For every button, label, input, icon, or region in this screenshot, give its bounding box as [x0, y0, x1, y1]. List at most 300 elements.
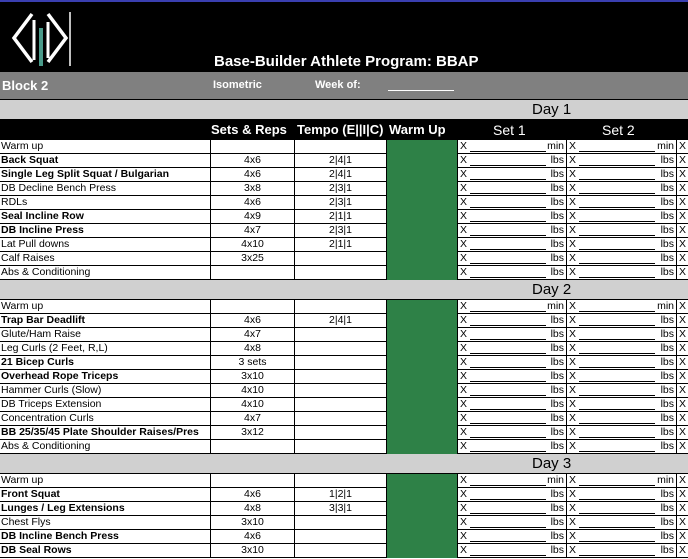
- exercise-name: DB Incline Bench Press: [1, 530, 119, 542]
- set-3-entry[interactable]: [676, 182, 688, 196]
- weight-input-line[interactable]: [470, 151, 546, 152]
- set-1-entry[interactable]: [457, 314, 566, 328]
- weight-input-line[interactable]: [579, 325, 655, 326]
- set-1-entry[interactable]: [457, 356, 566, 370]
- unit-label: min: [547, 300, 564, 312]
- x-marker: X: [569, 210, 577, 222]
- set-2-entry[interactable]: [566, 488, 676, 502]
- weight-input-line[interactable]: [470, 165, 546, 166]
- set-1-entry[interactable]: [457, 384, 566, 398]
- unit-label: lbs: [550, 252, 564, 264]
- x-marker: X: [679, 440, 687, 452]
- x-marker: X: [569, 384, 577, 396]
- tempo-value: [294, 398, 386, 412]
- warm-up-cell[interactable]: [386, 140, 457, 154]
- sets-reps-value: 3x10: [210, 370, 294, 384]
- x-marker: X: [569, 300, 577, 312]
- warm-up-cell[interactable]: [386, 502, 457, 516]
- x-marker: X: [460, 182, 468, 194]
- set-2-entry[interactable]: [566, 196, 676, 210]
- col-sets-reps: Sets & Reps: [211, 122, 287, 137]
- day-header-3: [0, 454, 688, 474]
- block-bar: [0, 72, 688, 100]
- set-3-entry[interactable]: [676, 266, 688, 280]
- set-2-entry[interactable]: [566, 210, 676, 224]
- warm-up-cell[interactable]: [386, 440, 457, 454]
- weight-input-line[interactable]: [470, 409, 546, 410]
- set-2-entry[interactable]: [566, 440, 676, 454]
- set-1-entry[interactable]: [457, 502, 566, 516]
- warm-up-cell[interactable]: [386, 398, 457, 412]
- set-3-entry[interactable]: [676, 224, 688, 238]
- tempo-value: [294, 266, 386, 280]
- unit-label: lbs: [550, 224, 564, 236]
- set-2-entry[interactable]: [566, 300, 676, 314]
- tempo-value: [294, 426, 386, 440]
- x-marker: X: [679, 530, 687, 542]
- x-marker: X: [460, 440, 468, 452]
- set-2-entry[interactable]: [566, 530, 676, 544]
- x-marker: X: [460, 328, 468, 340]
- unit-label: lbs: [660, 370, 674, 382]
- weight-input-line[interactable]: [470, 235, 546, 236]
- exercise-name: Warm up: [1, 300, 44, 312]
- weight-input-line[interactable]: [579, 193, 655, 194]
- set-1-entry[interactable]: [457, 300, 566, 314]
- weight-input-line[interactable]: [470, 207, 546, 208]
- set-2-entry[interactable]: [566, 238, 676, 252]
- x-marker: X: [679, 266, 687, 278]
- weight-input-line[interactable]: [579, 381, 655, 382]
- weight-input-line[interactable]: [579, 207, 655, 208]
- exercise-row: [0, 502, 688, 516]
- tempo-value: [294, 412, 386, 426]
- x-marker: X: [569, 474, 577, 486]
- warm-up-cell[interactable]: [386, 356, 457, 370]
- weight-input-line[interactable]: [579, 409, 655, 410]
- unit-label: lbs: [660, 502, 674, 514]
- set-1-entry[interactable]: [457, 370, 566, 384]
- warm-up-cell[interactable]: [386, 426, 457, 440]
- unit-label: lbs: [550, 182, 564, 194]
- col-warm-up: Warm Up: [389, 122, 446, 137]
- x-marker: X: [679, 300, 687, 312]
- set-3-entry[interactable]: [676, 398, 688, 412]
- set-3-entry[interactable]: [676, 238, 688, 252]
- tempo-value: [294, 516, 386, 530]
- set-1-entry[interactable]: [457, 544, 566, 558]
- unit-label: lbs: [660, 224, 674, 236]
- unit-label: min: [547, 140, 564, 152]
- exercise-row: [0, 300, 688, 314]
- weight-input-line[interactable]: [579, 179, 655, 180]
- set-3-entry[interactable]: [676, 474, 688, 488]
- tempo-value: [294, 300, 386, 314]
- warm-up-cell[interactable]: [386, 196, 457, 210]
- warm-up-cell[interactable]: [386, 154, 457, 168]
- warm-up-cell[interactable]: [386, 412, 457, 426]
- unit-label: lbs: [550, 530, 564, 542]
- exercise-row: [0, 370, 688, 384]
- warm-up-cell[interactable]: [386, 530, 457, 544]
- weight-input-line[interactable]: [579, 437, 655, 438]
- exercise-name: Overhead Rope Triceps: [1, 370, 119, 382]
- set-3-entry[interactable]: [676, 300, 688, 314]
- unit-label: lbs: [550, 342, 564, 354]
- unit-label: lbs: [660, 266, 674, 278]
- set-1-entry[interactable]: [457, 168, 566, 182]
- weight-input-line[interactable]: [470, 555, 546, 556]
- set-1-entry[interactable]: [457, 154, 566, 168]
- x-marker: X: [679, 502, 687, 514]
- x-marker: X: [569, 252, 577, 264]
- warm-up-cell[interactable]: [386, 516, 457, 530]
- warm-up-cell[interactable]: [386, 252, 457, 266]
- exercise-row: [0, 342, 688, 356]
- x-marker: X: [569, 426, 577, 438]
- exercise-name: Leg Curls (2 Feet, R,L): [1, 342, 108, 354]
- weight-input-line[interactable]: [470, 499, 546, 500]
- set-2-entry[interactable]: [566, 426, 676, 440]
- x-marker: X: [679, 140, 687, 152]
- set-3-entry[interactable]: [676, 328, 688, 342]
- set-2-entry[interactable]: [566, 502, 676, 516]
- set-1-entry[interactable]: [457, 182, 566, 196]
- unit-label: min: [657, 300, 674, 312]
- x-marker: X: [460, 370, 468, 382]
- week-of-input[interactable]: [388, 90, 454, 91]
- unit-label: lbs: [550, 398, 564, 410]
- weight-input-line[interactable]: [470, 451, 546, 452]
- weight-input-line[interactable]: [470, 423, 546, 424]
- weight-input-line[interactable]: [579, 423, 655, 424]
- x-marker: X: [460, 398, 468, 410]
- set-1-entry[interactable]: [457, 252, 566, 266]
- weight-input-line[interactable]: [579, 555, 655, 556]
- set-2-entry[interactable]: [566, 154, 676, 168]
- program-header: [0, 2, 688, 72]
- set-1-entry[interactable]: [457, 530, 566, 544]
- set-3-entry[interactable]: [676, 140, 688, 154]
- tempo-value: [294, 474, 386, 488]
- set-3-entry[interactable]: [676, 168, 688, 182]
- exercise-row: [0, 544, 688, 558]
- weight-input-line[interactable]: [579, 339, 655, 340]
- exercise-name: 21 Bicep Curls: [1, 356, 74, 368]
- unit-label: lbs: [550, 412, 564, 424]
- x-marker: X: [460, 516, 468, 528]
- set-3-entry[interactable]: [676, 314, 688, 328]
- warm-up-cell[interactable]: [386, 224, 457, 238]
- warm-up-cell[interactable]: [386, 488, 457, 502]
- warm-up-cell[interactable]: [386, 474, 457, 488]
- exercise-name: Warm up: [1, 140, 44, 152]
- set-3-entry[interactable]: [676, 154, 688, 168]
- unit-label: lbs: [660, 544, 674, 556]
- weight-input-line[interactable]: [470, 541, 546, 542]
- weight-input-line[interactable]: [579, 249, 655, 250]
- set-2-entry[interactable]: [566, 182, 676, 196]
- x-marker: X: [569, 328, 577, 340]
- col-set-2: Set 2: [602, 122, 635, 138]
- exercise-row: [0, 224, 688, 238]
- x-marker: X: [569, 342, 577, 354]
- unit-label: lbs: [660, 210, 674, 222]
- set-3-entry[interactable]: [676, 370, 688, 384]
- warm-up-cell[interactable]: [386, 328, 457, 342]
- weight-input-line[interactable]: [579, 513, 655, 514]
- x-marker: X: [679, 488, 687, 500]
- day-header-2: [0, 280, 688, 300]
- x-marker: X: [460, 544, 468, 556]
- set-1-entry[interactable]: [457, 398, 566, 412]
- unit-label: lbs: [660, 488, 674, 500]
- sets-reps-value: 3x10: [210, 544, 294, 558]
- x-marker: X: [460, 266, 468, 278]
- set-1-entry[interactable]: [457, 238, 566, 252]
- set-1-entry[interactable]: [457, 426, 566, 440]
- day-label: Day 1: [532, 101, 572, 118]
- exercise-row: [0, 440, 688, 454]
- set-2-entry[interactable]: [566, 370, 676, 384]
- weight-input-line[interactable]: [470, 395, 546, 396]
- unit-label: lbs: [550, 266, 564, 278]
- warm-up-cell[interactable]: [386, 314, 457, 328]
- set-3-entry[interactable]: [676, 384, 688, 398]
- unit-label: lbs: [660, 168, 674, 180]
- weight-input-line[interactable]: [470, 277, 546, 278]
- x-marker: X: [679, 370, 687, 382]
- weight-input-line[interactable]: [579, 263, 655, 264]
- set-2-entry[interactable]: [566, 384, 676, 398]
- weight-input-line[interactable]: [579, 277, 655, 278]
- set-2-entry[interactable]: [566, 266, 676, 280]
- unit-label: min: [547, 474, 564, 486]
- set-1-entry[interactable]: [457, 488, 566, 502]
- x-marker: X: [679, 238, 687, 250]
- set-3-entry[interactable]: [676, 342, 688, 356]
- x-marker: X: [569, 314, 577, 326]
- warm-up-cell[interactable]: [386, 300, 457, 314]
- weight-input-line[interactable]: [470, 527, 546, 528]
- set-1-entry[interactable]: [457, 474, 566, 488]
- set-3-entry[interactable]: [676, 426, 688, 440]
- sets-reps-value: 4x6: [210, 168, 294, 182]
- weight-input-line[interactable]: [470, 179, 546, 180]
- x-marker: X: [679, 168, 687, 180]
- warm-up-cell[interactable]: [386, 168, 457, 182]
- sets-reps-value: 4x10: [210, 398, 294, 412]
- sets-reps-value: 4x10: [210, 384, 294, 398]
- weight-input-line[interactable]: [579, 485, 655, 486]
- set-2-entry[interactable]: [566, 398, 676, 412]
- weight-input-line[interactable]: [579, 151, 655, 152]
- weight-input-line[interactable]: [579, 311, 655, 312]
- unit-label: lbs: [550, 488, 564, 500]
- tempo-value: [294, 384, 386, 398]
- set-3-entry[interactable]: [676, 488, 688, 502]
- set-3-entry[interactable]: [676, 412, 688, 426]
- x-marker: X: [460, 196, 468, 208]
- set-2-entry[interactable]: [566, 168, 676, 182]
- exercise-name: RDLs: [1, 196, 28, 208]
- x-marker: X: [569, 370, 577, 382]
- weight-input-line[interactable]: [579, 165, 655, 166]
- x-marker: X: [679, 356, 687, 368]
- warm-up-cell[interactable]: [386, 544, 457, 558]
- page-title: Base-Builder Athlete Program: BBAP: [214, 53, 479, 70]
- weight-input-line[interactable]: [470, 263, 546, 264]
- tempo-value: [294, 544, 386, 558]
- x-marker: X: [460, 314, 468, 326]
- x-marker: X: [569, 440, 577, 452]
- weight-input-line[interactable]: [579, 451, 655, 452]
- x-marker: X: [569, 266, 577, 278]
- weight-input-line[interactable]: [470, 311, 546, 312]
- weight-input-line[interactable]: [470, 437, 546, 438]
- x-marker: X: [569, 196, 577, 208]
- set-1-entry[interactable]: [457, 412, 566, 426]
- unit-label: lbs: [550, 384, 564, 396]
- exercise-name: Back Squat: [1, 154, 59, 166]
- set-2-entry[interactable]: [566, 252, 676, 266]
- weight-input-line[interactable]: [579, 395, 655, 396]
- sets-reps-value: [210, 300, 294, 314]
- set-3-entry[interactable]: [676, 210, 688, 224]
- weight-input-line[interactable]: [470, 513, 546, 514]
- sets-reps-value: 4x7: [210, 224, 294, 238]
- weight-input-line[interactable]: [470, 249, 546, 250]
- exercise-row: [0, 266, 688, 280]
- set-3-entry[interactable]: [676, 440, 688, 454]
- weight-input-line[interactable]: [470, 193, 546, 194]
- sets-reps-value: 3x8: [210, 182, 294, 196]
- set-2-entry[interactable]: [566, 516, 676, 530]
- weight-input-line[interactable]: [470, 367, 546, 368]
- unit-label: lbs: [550, 516, 564, 528]
- x-marker: X: [569, 530, 577, 542]
- exercise-row: [0, 488, 688, 502]
- unit-label: lbs: [660, 384, 674, 396]
- x-marker: X: [679, 314, 687, 326]
- x-marker: X: [569, 356, 577, 368]
- set-3-entry[interactable]: [676, 196, 688, 210]
- weight-input-line[interactable]: [470, 485, 546, 486]
- unit-label: lbs: [660, 238, 674, 250]
- exercise-row: [0, 474, 688, 488]
- set-3-entry[interactable]: [676, 356, 688, 370]
- unit-label: min: [657, 474, 674, 486]
- set-2-entry[interactable]: [566, 224, 676, 238]
- set-1-entry[interactable]: [457, 266, 566, 280]
- x-marker: X: [569, 398, 577, 410]
- warm-up-cell[interactable]: [386, 266, 457, 280]
- exercise-name: Seal Incline Row: [1, 210, 84, 222]
- weight-input-line[interactable]: [579, 235, 655, 236]
- set-1-entry[interactable]: [457, 342, 566, 356]
- set-2-entry[interactable]: [566, 356, 676, 370]
- x-marker: X: [460, 238, 468, 250]
- exercise-name: Glute/Ham Raise: [1, 328, 81, 340]
- set-3-entry[interactable]: [676, 502, 688, 516]
- set-2-entry[interactable]: [566, 474, 676, 488]
- weight-input-line[interactable]: [579, 527, 655, 528]
- weight-input-line[interactable]: [579, 541, 655, 542]
- weight-input-line[interactable]: [470, 381, 546, 382]
- tempo-value: 2|1|1: [294, 210, 386, 224]
- warm-up-cell[interactable]: [386, 370, 457, 384]
- warm-up-cell[interactable]: [386, 210, 457, 224]
- weight-input-line[interactable]: [470, 339, 546, 340]
- x-marker: X: [460, 488, 468, 500]
- exercise-name: Lat Pull downs: [1, 238, 70, 250]
- set-3-entry[interactable]: [676, 252, 688, 266]
- set-1-entry[interactable]: [457, 224, 566, 238]
- set-1-entry[interactable]: [457, 440, 566, 454]
- sets-reps-value: 4x8: [210, 342, 294, 356]
- set-1-entry[interactable]: [457, 140, 566, 154]
- weight-input-line[interactable]: [579, 221, 655, 222]
- unit-label: lbs: [550, 370, 564, 382]
- block-type: Isometric: [213, 79, 262, 91]
- warm-up-cell[interactable]: [386, 342, 457, 356]
- set-1-entry[interactable]: [457, 210, 566, 224]
- weight-input-line[interactable]: [579, 367, 655, 368]
- weight-input-line[interactable]: [579, 353, 655, 354]
- set-3-entry[interactable]: [676, 516, 688, 530]
- set-3-entry[interactable]: [676, 530, 688, 544]
- weight-input-line[interactable]: [470, 325, 546, 326]
- unit-label: lbs: [550, 328, 564, 340]
- set-1-entry[interactable]: [457, 196, 566, 210]
- tempo-value: 2|3|1: [294, 224, 386, 238]
- x-marker: X: [460, 168, 468, 180]
- x-marker: X: [679, 210, 687, 222]
- set-2-entry[interactable]: [566, 314, 676, 328]
- sets-reps-value: 3x10: [210, 516, 294, 530]
- block-label: Block 2: [2, 78, 49, 93]
- set-2-entry[interactable]: [566, 544, 676, 558]
- set-2-entry[interactable]: [566, 140, 676, 154]
- exercise-row: [0, 530, 688, 544]
- unit-label: lbs: [660, 182, 674, 194]
- unit-label: lbs: [550, 154, 564, 166]
- x-marker: X: [679, 412, 687, 424]
- weight-input-line[interactable]: [579, 499, 655, 500]
- tempo-value: 2|4|1: [294, 154, 386, 168]
- set-2-entry[interactable]: [566, 342, 676, 356]
- unit-label: lbs: [550, 238, 564, 250]
- unit-label: lbs: [660, 412, 674, 424]
- unit-label: min: [657, 140, 674, 152]
- warm-up-cell[interactable]: [386, 238, 457, 252]
- weight-input-line[interactable]: [470, 221, 546, 222]
- set-2-entry[interactable]: [566, 412, 676, 426]
- tempo-value: [294, 530, 386, 544]
- tempo-value: 2|1|1: [294, 238, 386, 252]
- set-1-entry[interactable]: [457, 516, 566, 530]
- set-3-entry[interactable]: [676, 544, 688, 558]
- x-marker: X: [460, 300, 468, 312]
- warm-up-cell[interactable]: [386, 182, 457, 196]
- unit-label: lbs: [550, 196, 564, 208]
- sets-reps-value: 4x10: [210, 238, 294, 252]
- set-1-entry[interactable]: [457, 328, 566, 342]
- weight-input-line[interactable]: [470, 353, 546, 354]
- warm-up-cell[interactable]: [386, 384, 457, 398]
- set-2-entry[interactable]: [566, 328, 676, 342]
- exercise-row: [0, 328, 688, 342]
